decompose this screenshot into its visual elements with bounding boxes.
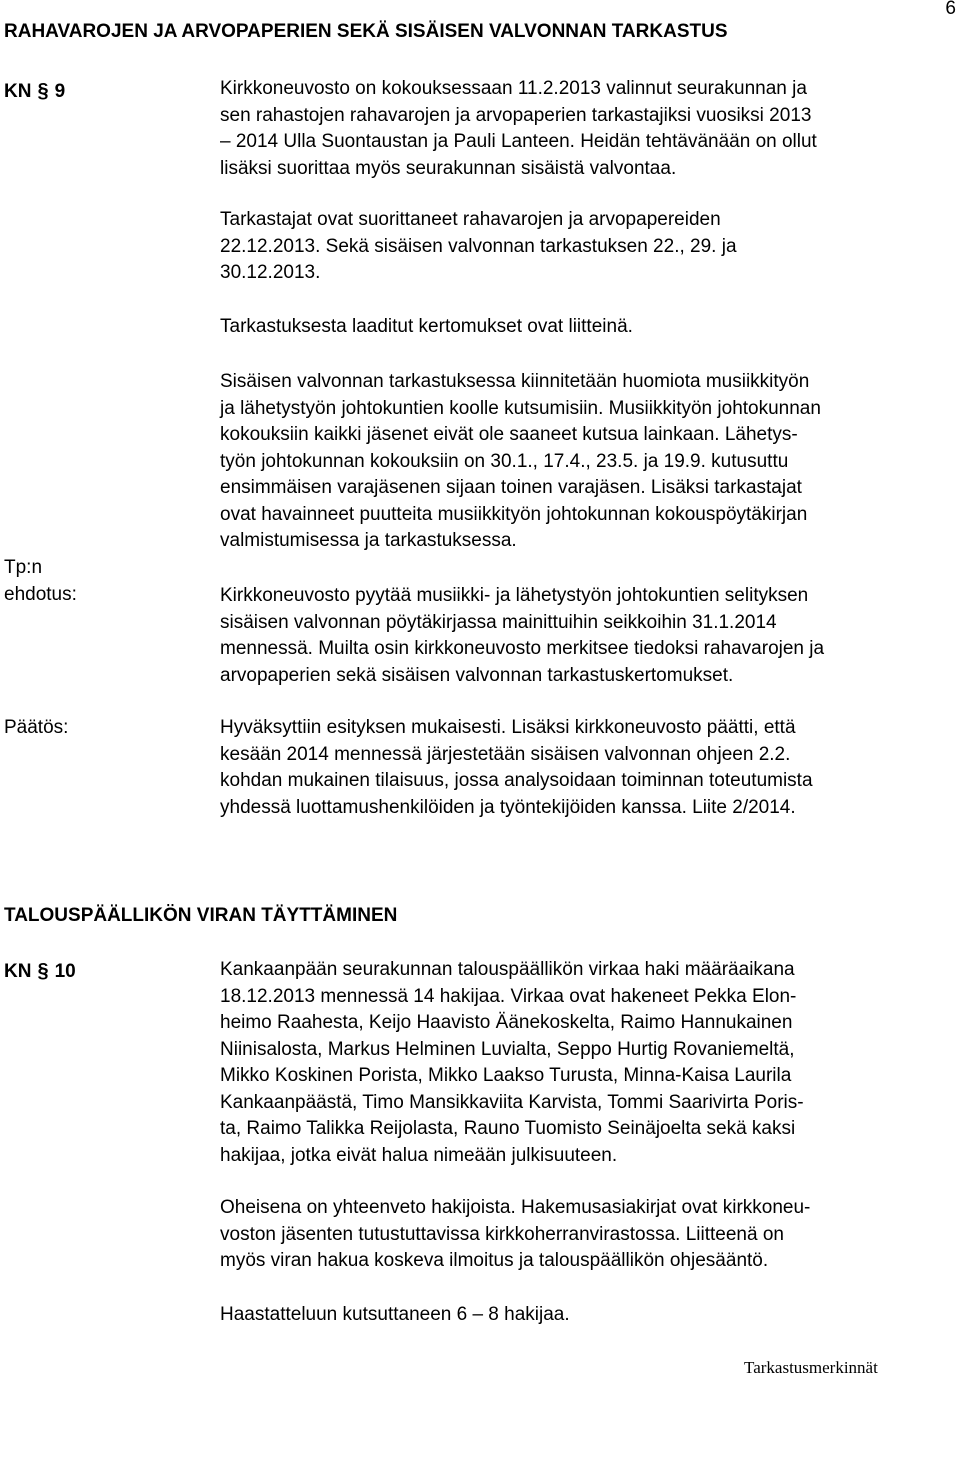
section-sign: § — [37, 80, 49, 102]
kn9-paragraph-internal-control — [220, 369, 955, 555]
proposal-label: Tp:n ehdotus: — [4, 557, 77, 605]
text-line: Oheisena on yhteenveto hakijoista. Hakemusasiakirjat ovat kirkkoneu- — [220, 1197, 811, 1218]
text-line: kokouksiin kaikki jäsenet eivät ole saaneet kutsua lainkaan. Lähetys- — [220, 424, 798, 445]
section-number: 9 — [54, 81, 66, 102]
text-line: 30.12.2013. — [220, 262, 321, 283]
kn9-proposal — [220, 583, 955, 689]
text-line: sisäisen valvonnan pöytäkirjassa mainittuihin seikkoihin 31.1.2014 — [220, 611, 777, 633]
kn10-paragraph-applicants — [220, 957, 955, 1169]
text-line: mennessä. Muilta osin kirkkoneuvosto merkitsee tiedoksi rahavarojen ja — [220, 638, 825, 659]
text-line: Kankaanpäästä, Timo Mansikkaviita Karvista, Tommi Saarivirta Poris- — [220, 1091, 804, 1113]
text-line: hakijaa, jotka eivät halua nimeään julkisuuteen. — [220, 1144, 618, 1166]
text-line: 18.12.2013 mennessä 14 hakijaa. Virkaa ovat hakeneet Pekka Elon- — [220, 985, 797, 1007]
text-line: Haastatteluun kutsuttaneen 6 – 8 hakijaa. — [220, 1304, 570, 1325]
text-line: 22.12.2013. Sekä sisäisen valvonnan tarkastuksen 22., 29. ja — [220, 235, 737, 257]
section-kn-label: KN — [4, 81, 32, 102]
text-line: työn johtokunnan kokouksiin on 30.1., 17.4., 23.5. ja 19.9. kutusuttu — [220, 450, 789, 472]
text-line: myös viran hakua koskeva ilmoitus ja talouspäällikön ohjesääntö. — [220, 1250, 769, 1271]
text-line: ta, Raimo Talikka Reijolasta, Rauno Tuomisto Seinäjoelta sekä kaksi — [220, 1118, 796, 1139]
text-line: Tarkastajat ovat suorittaneet rahavarojen ja arvopapereiden — [220, 209, 721, 230]
text-line: Hyväksyttiin esityksen mukaisesti. Lisäksi kirkkoneuvosto päätti, että — [220, 717, 796, 738]
text-line: valmistumisessa ja tarkastuksessa. — [220, 530, 517, 551]
kn10-paragraph-interview — [220, 1302, 955, 1329]
section-kn10-heading — [4, 960, 76, 983]
text-line: Sisäisen valvonnan tarkastuksessa kiinnitetään huomiota musiikkityön — [220, 371, 810, 392]
text-line: kesään 2014 mennessä järjestetään sisäisen valvonnan ohjeen 2.2. — [220, 743, 791, 765]
text-line: voston jäsenten tutustuttavissa kirkkoherranvirastossa. Liitteenä on — [220, 1223, 784, 1245]
text-line: Kankaanpään seurakunnan talouspäällikön virkaa haki määräaikana — [220, 959, 795, 980]
text-line: Mikko Koskinen Porista, Mikko Laakso Turusta, Minna-Kaisa Laurila — [220, 1065, 792, 1086]
kn9-paragraph-intro — [220, 76, 955, 182]
text-line: ensimmäisen varajäsenen sijaan toinen varajäsen. Lisäksi tarkastajat — [220, 477, 802, 498]
text-line: heimo Raahesta, Keijo Haavisto Äänekoskelta, Raimo Hannukainen — [220, 1012, 793, 1033]
inspection-marks-label: Tarkastusmerkinnät — [744, 1358, 878, 1377]
text-line: Kirkkoneuvosto on kokouksessaan 11.2.2013 valinnut seurakunnan ja — [220, 78, 807, 99]
section-title: TALOUSPÄÄLLIKÖN VIRAN TÄYTTÄMINEN — [4, 905, 398, 926]
text-line: ja lähetystyön johtokuntien koolle kutsumisiin. Musiikkityön johtokunnan — [220, 397, 821, 419]
decision-label: Päätös: — [4, 717, 69, 738]
section-number: 10 — [54, 961, 76, 982]
section-kn9-heading — [4, 80, 65, 103]
text-line: yhdessä luottamushenkilöiden ja työntekijöiden kanssa. Liite 2/2014. — [220, 796, 796, 818]
section-sign: § — [37, 960, 49, 982]
text-line: arvopaperien sekä sisäisen valvonnan tarkastuskertomukset. — [220, 664, 734, 686]
text-line: Tarkastuksesta laaditut kertomukset ovat liitteinä. — [220, 316, 633, 337]
text-line: sen rahastojen rahavarojen ja arvopaperien tarkastajiksi vuosiksi 2013 — [220, 104, 812, 126]
text-line: ovat havainneet puutteita musiikkityön johtokunnan kokouspöytäkirjan — [220, 503, 808, 525]
kn10-paragraph-summary — [220, 1195, 955, 1275]
text-line: kohdan mukainen tilaisuus, jossa analysoidaan toiminnan toteutumista — [220, 770, 813, 791]
text-line: Kirkkoneuvosto pyytää musiikki- ja lähetystyön johtokuntien selityksen — [220, 585, 809, 606]
kn9-paragraph-reports — [220, 314, 955, 341]
page-title: RAHAVAROJEN JA ARVOPAPERIEN SEKÄ SISÄISEN VALVONNAN TARKASTUS — [4, 21, 728, 42]
section-kn-label: KN — [4, 961, 32, 982]
kn9-decision — [220, 715, 955, 821]
text-line: lisäksi suorittaa myös seurakunnan sisäistä valvontaa. — [220, 157, 677, 179]
kn9-paragraph-inspection — [220, 207, 955, 287]
page-number: 6 — [945, 0, 956, 19]
text-line: – 2014 Ulla Suontaustan ja Pauli Lanteen. Heidän tehtävänään on ollut — [220, 131, 817, 152]
text-line: Niinisalosta, Markus Helminen Luvialta, Seppo Hurtig Rovaniemeltä, — [220, 1038, 795, 1060]
